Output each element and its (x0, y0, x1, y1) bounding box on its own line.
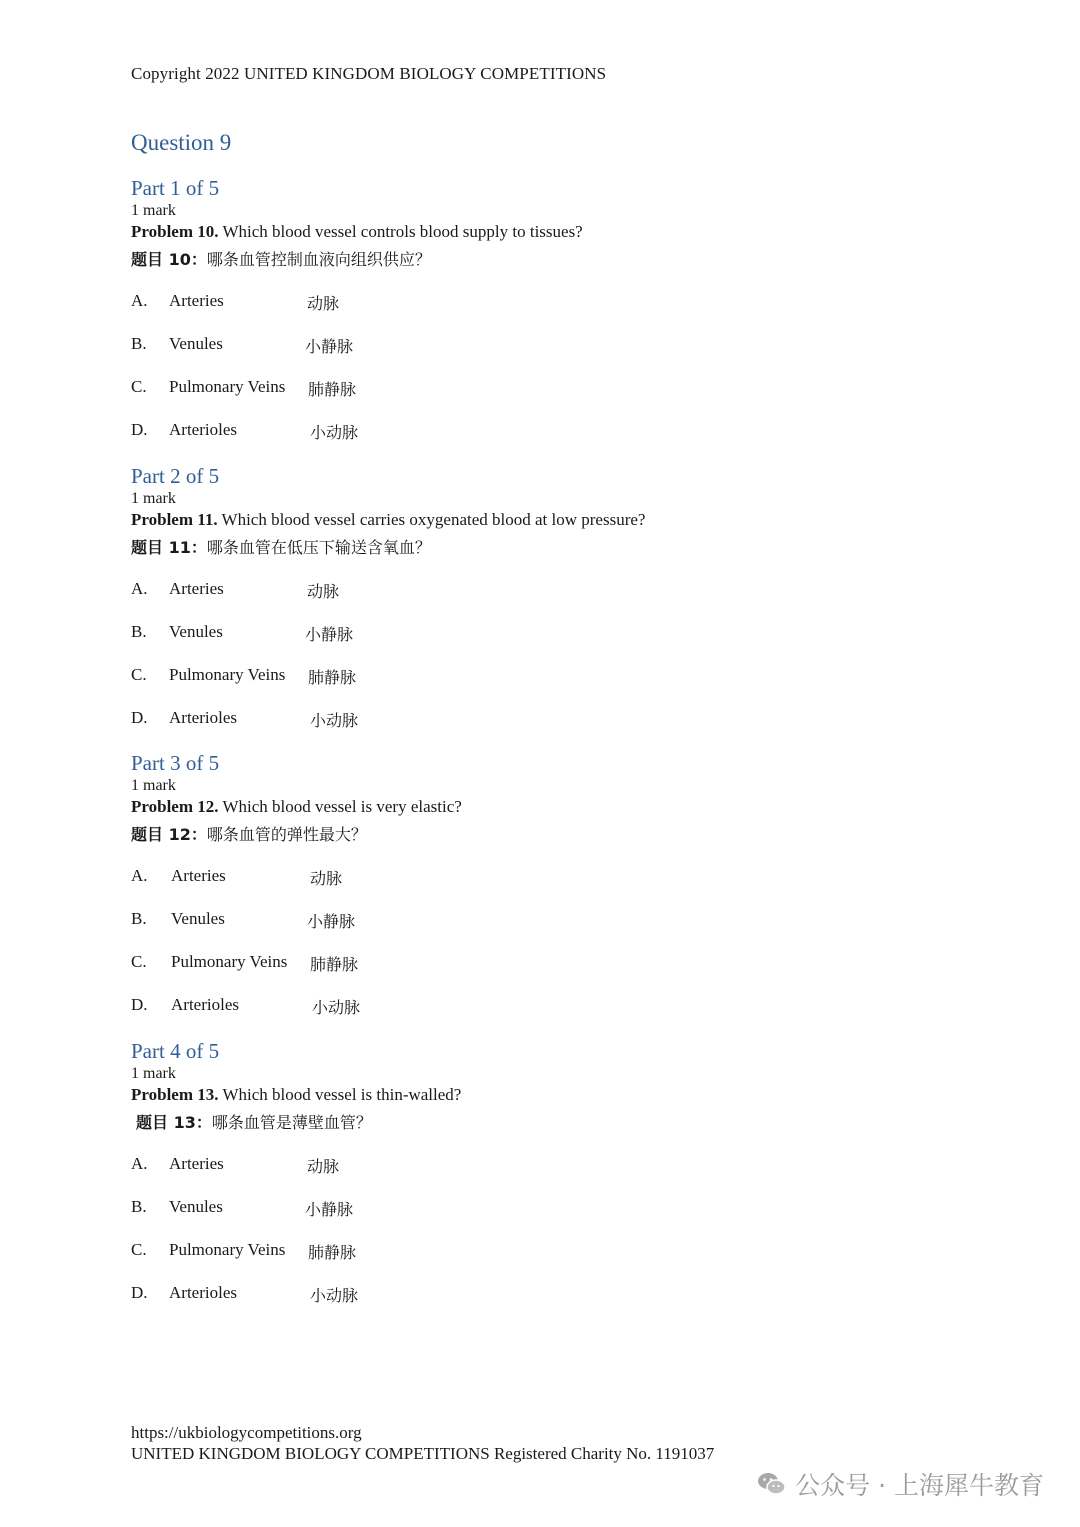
option-text-cn: 动脉 (307, 294, 340, 313)
option-text-cn: 肺静脉 (308, 1243, 357, 1262)
watermark (757, 1466, 1044, 1502)
option-letter: D. (131, 708, 148, 727)
part-title: Part 4 of 5 (131, 1039, 220, 1063)
option-a[interactable] (131, 579, 831, 622)
problem-statement-cn (131, 537, 831, 559)
option-text: Pulmonary Veins (169, 377, 286, 396)
option-d[interactable] (131, 995, 831, 1038)
option-letter: A. (131, 579, 148, 598)
marks-label: 1 mark (131, 202, 176, 219)
problem-text: Which blood vessel carries oxygenated blood at low pressure? (217, 510, 646, 529)
option-text: Venules (169, 334, 223, 353)
problem-label-cn: 题目 12： (131, 825, 207, 844)
option-letter: C. (131, 665, 147, 684)
question-title: Question 9 (131, 130, 232, 155)
option-letter: A. (131, 291, 148, 310)
option-letter: B. (131, 1197, 147, 1216)
problem-statement (131, 1084, 831, 1105)
marks-label: 1 mark (131, 1065, 176, 1082)
option-text-cn: 动脉 (307, 582, 340, 601)
option-b[interactable] (131, 1197, 831, 1240)
options-list (131, 579, 831, 751)
problem-text: Which blood vessel is thin-walled? (218, 1085, 462, 1104)
option-text: Arteries (169, 291, 224, 310)
problem-label-cn: 题目 13： (136, 1113, 212, 1132)
part-3 (131, 750, 831, 1038)
page-footer (131, 1422, 714, 1464)
problem-text: Which blood vessel is very elastic? (218, 797, 462, 816)
footer-charity: UNITED KINGDOM BIOLOGY COMPETITIONS Registered Charity No. 1191037 (131, 1444, 715, 1463)
part-1 (131, 175, 831, 463)
option-text: Pulmonary Veins (171, 952, 288, 971)
problem-text-cn: 哪条血管是薄壁血管？ (211, 1113, 372, 1132)
option-b[interactable] (131, 334, 831, 377)
part-title: Part 2 of 5 (131, 464, 220, 488)
option-letter: B. (131, 909, 147, 928)
option-text-cn: 肺静脉 (310, 955, 359, 974)
problem-statement (131, 221, 831, 242)
option-a[interactable] (131, 291, 831, 334)
option-text-cn: 动脉 (310, 869, 343, 888)
option-c[interactable] (131, 1240, 831, 1283)
problem-label-cn: 题目 11： (131, 538, 207, 557)
problem-text: Which blood vessel controls blood supply to tissues? (218, 222, 583, 241)
wechat-icon (757, 1471, 787, 1497)
option-a[interactable] (131, 866, 831, 909)
option-text: Arterioles (169, 1283, 237, 1302)
options-list (131, 1154, 831, 1326)
option-text: Arteries (169, 579, 224, 598)
options-list (131, 291, 831, 463)
part-title: Part 1 of 5 (131, 176, 220, 200)
marks-label: 1 mark (131, 777, 176, 794)
option-text-cn: 小静脉 (305, 337, 354, 356)
option-text-cn: 肺静脉 (308, 668, 357, 687)
option-letter: C. (131, 952, 147, 971)
option-letter: B. (131, 622, 147, 641)
option-text: Venules (171, 909, 225, 928)
option-letter: A. (131, 1154, 148, 1173)
option-text: Arteries (171, 866, 226, 885)
option-d[interactable] (131, 420, 831, 463)
option-text: Venules (169, 1197, 223, 1216)
option-text: Arteries (169, 1154, 224, 1173)
part-2 (131, 463, 831, 751)
problem-label: Problem 11. (131, 510, 218, 529)
watermark-text: 公众号 · 上海犀牛教育 (795, 1471, 1044, 1500)
option-text: Venules (169, 622, 223, 641)
option-text-cn: 小动脉 (310, 711, 359, 730)
option-letter: B. (131, 334, 147, 353)
marks-label: 1 mark (131, 490, 176, 507)
option-b[interactable] (131, 909, 831, 952)
option-text: Arterioles (169, 708, 237, 727)
problem-label: Problem 13. (131, 1085, 219, 1104)
options-list (131, 866, 831, 1038)
option-letter: A. (131, 866, 148, 885)
option-a[interactable] (131, 1154, 831, 1197)
option-text: Arterioles (169, 420, 237, 439)
option-text-cn: 小静脉 (305, 1200, 354, 1219)
problem-label-cn: 题目 10： (131, 250, 207, 269)
option-d[interactable] (131, 1283, 831, 1326)
problem-statement (131, 509, 831, 530)
problem-label: Problem 10. (131, 222, 219, 241)
option-text-cn: 小动脉 (312, 998, 361, 1017)
option-d[interactable] (131, 708, 831, 751)
option-b[interactable] (131, 622, 831, 665)
option-c[interactable] (131, 665, 831, 708)
option-letter: C. (131, 1240, 147, 1259)
problem-label: Problem 12. (131, 797, 219, 816)
problem-statement (131, 796, 831, 817)
option-letter: C. (131, 377, 147, 396)
option-text-cn: 小静脉 (307, 912, 356, 931)
option-text: Pulmonary Veins (169, 1240, 286, 1259)
problem-statement-cn (131, 1112, 831, 1134)
option-text-cn: 肺静脉 (308, 380, 357, 399)
problem-text-cn: 哪条血管的弹性最大？ (206, 825, 367, 844)
option-text: Pulmonary Veins (169, 665, 286, 684)
option-text-cn: 小静脉 (305, 625, 354, 644)
option-text-cn: 动脉 (307, 1157, 340, 1176)
problem-text-cn: 哪条血管控制血液向组织供应？ (206, 250, 431, 269)
problem-text-cn: 哪条血管在低压下输送含氧血？ (206, 538, 431, 557)
problem-statement-cn (131, 824, 831, 846)
option-letter: D. (131, 995, 148, 1014)
option-text: Arterioles (171, 995, 239, 1014)
footer-url[interactable]: https://ukbiologycompetitions.org (131, 1423, 362, 1442)
problem-statement-cn (131, 249, 831, 271)
option-letter: D. (131, 1283, 148, 1302)
option-text-cn: 小动脉 (310, 1286, 359, 1305)
option-c[interactable] (131, 377, 831, 420)
part-title: Part 3 of 5 (131, 751, 220, 775)
copyright-header: Copyright 2022 UNITED KINGDOM BIOLOGY COMPETITIONS (131, 64, 607, 83)
part-4 (131, 1038, 831, 1326)
option-text-cn: 小动脉 (310, 423, 359, 442)
option-letter: D. (131, 420, 148, 439)
option-c[interactable] (131, 952, 831, 995)
